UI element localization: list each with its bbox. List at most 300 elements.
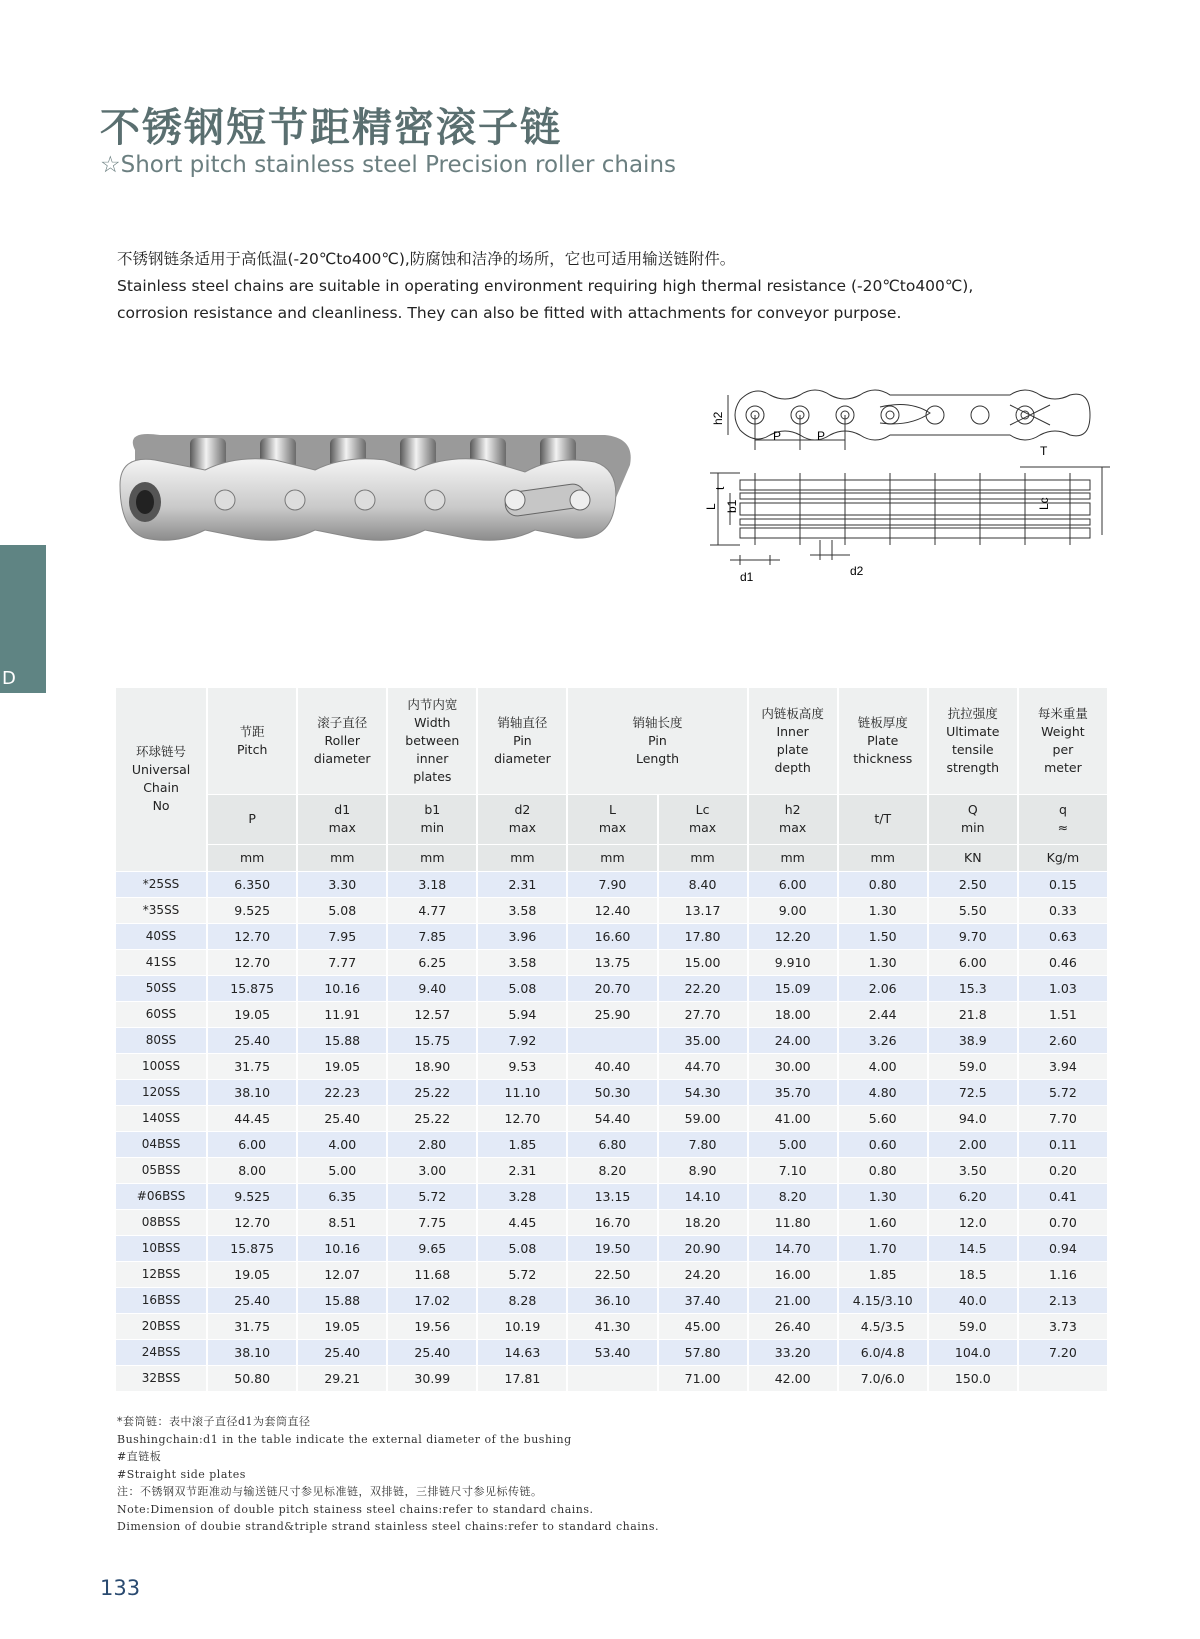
unit-b1: mm [387, 844, 477, 871]
table-cell: 7.80 [658, 1131, 748, 1157]
table-row [116, 1157, 1108, 1183]
table-cell: 19.05 [297, 1313, 387, 1339]
unit-Lc: mm [658, 844, 748, 871]
chain-no-cell: 40SS [116, 923, 207, 949]
table-cell: 6.350 [207, 871, 297, 897]
table-cell: 15.88 [297, 1027, 387, 1053]
table-cell: 3.58 [477, 897, 567, 923]
table-cell: 0.94 [1018, 1235, 1108, 1261]
table-cell: 5.08 [297, 897, 387, 923]
table-cell: 7.90 [567, 871, 657, 897]
table-cell: 25.40 [387, 1339, 477, 1365]
chain-no-cell: *35SS [116, 897, 207, 923]
unit-L: mm [567, 844, 657, 871]
table-row [116, 1287, 1108, 1313]
table-cell: 3.73 [1018, 1313, 1108, 1339]
table-row [116, 1001, 1108, 1027]
table-cell: 1.30 [838, 897, 928, 923]
table-cell: 9.40 [387, 975, 477, 1001]
table-cell: 17.02 [387, 1287, 477, 1313]
section-tab-label: D [2, 668, 16, 689]
table-cell: 25.90 [567, 1001, 657, 1027]
intro-cn: 不锈钢链条适用于高低温(-20℃to400℃),防腐蚀和洁净的场所，它也可适用输送链附件。 [117, 250, 736, 268]
diagram-label-L: L [704, 503, 718, 510]
diagram-label-h2: h2 [711, 411, 725, 425]
intro-en-line2: corrosion resistance and cleanliness. They can also be fitted with attachments for conveyor purpose. [117, 304, 902, 322]
table-cell: 15.00 [658, 949, 748, 975]
table-cell: 10.19 [477, 1313, 567, 1339]
table-row [116, 1027, 1108, 1053]
spec-table-body [116, 871, 1108, 1391]
chain-no-cell: 41SS [116, 949, 207, 975]
table-cell: 25.40 [297, 1339, 387, 1365]
table-cell: 59.00 [658, 1105, 748, 1131]
chain-no-cell: 05BSS [116, 1157, 207, 1183]
table-cell: 38.10 [207, 1339, 297, 1365]
table-cell: 5.94 [477, 1001, 567, 1027]
table-cell: 19.05 [207, 1261, 297, 1287]
chain-no-cell: *25SS [116, 871, 207, 897]
table-row [116, 1209, 1108, 1235]
table-cell: 1.60 [838, 1209, 928, 1235]
table-cell: 0.46 [1018, 949, 1108, 975]
table-row [116, 1183, 1108, 1209]
chain-no-cell: 20BSS [116, 1313, 207, 1339]
table-cell: 12.07 [297, 1261, 387, 1287]
sym-Lc: Lc max [658, 794, 748, 844]
table-cell: 6.00 [748, 871, 838, 897]
diagram-label-d2: d2 [850, 564, 864, 578]
col-header-weight: 每米重量 Weight per meter [1018, 688, 1108, 794]
table-cell: 25.40 [207, 1287, 297, 1313]
table-cell: 16.00 [748, 1261, 838, 1287]
table-cell: 5.72 [477, 1261, 567, 1287]
page-number: 133 [100, 1576, 141, 1600]
table-cell: 15.88 [297, 1287, 387, 1313]
intro-text [117, 246, 973, 327]
col-header-plate-thickness: 链板厚度 Plate thickness [838, 688, 928, 794]
table-cell: 3.00 [387, 1157, 477, 1183]
table-cell: 5.08 [477, 1235, 567, 1261]
table-cell: 1.85 [838, 1261, 928, 1287]
table-cell [1018, 1365, 1108, 1391]
chain-dimension-diagram [704, 385, 1110, 595]
table-cell: 8.20 [567, 1157, 657, 1183]
table-cell: 2.13 [1018, 1287, 1108, 1313]
table-cell: 59.0 [928, 1313, 1018, 1339]
table-cell: 9.65 [387, 1235, 477, 1261]
table-cell: 4.80 [838, 1079, 928, 1105]
table-cell: 5.50 [928, 897, 1018, 923]
unit-d2: mm [477, 844, 567, 871]
table-cell: 9.70 [928, 923, 1018, 949]
chain-no-cell: 50SS [116, 975, 207, 1001]
table-cell: 4.15/3.10 [838, 1287, 928, 1313]
table-cell: 8.00 [207, 1157, 297, 1183]
table-cell: 0.63 [1018, 923, 1108, 949]
table-cell: 1.85 [477, 1131, 567, 1157]
table-cell: 0.80 [838, 1157, 928, 1183]
table-cell: 24.20 [658, 1261, 748, 1287]
table-row [116, 1079, 1108, 1105]
table-cell: 7.95 [297, 923, 387, 949]
sym-d1: d1 max [297, 794, 387, 844]
table-cell: 38.10 [207, 1079, 297, 1105]
col-header-plate-depth: 内链板高度 Inner plate depth [748, 688, 838, 794]
diagram-label-t-top: T [1040, 444, 1048, 458]
table-row [116, 1339, 1108, 1365]
table-cell: 104.0 [928, 1339, 1018, 1365]
table-cell: 15.09 [748, 975, 838, 1001]
table-cell: 1.70 [838, 1235, 928, 1261]
table-row [116, 1365, 1108, 1391]
table-cell: 3.96 [477, 923, 567, 949]
table-cell: 25.22 [387, 1105, 477, 1131]
table-cell: 14.5 [928, 1235, 1018, 1261]
table-cell: 3.30 [297, 871, 387, 897]
table-cell: 12.40 [567, 897, 657, 923]
sym-q: q ≈ [1018, 794, 1108, 844]
table-cell: 1.30 [838, 949, 928, 975]
sym-b1: b1 min [387, 794, 477, 844]
note-line: #Straight side plates [117, 1467, 246, 1481]
table-cell: 7.0/6.0 [838, 1365, 928, 1391]
table-cell: 1.03 [1018, 975, 1108, 1001]
table-cell: 71.00 [658, 1365, 748, 1391]
sym-Q: Q min [928, 794, 1018, 844]
table-cell: 9.53 [477, 1053, 567, 1079]
table-cell: 22.20 [658, 975, 748, 1001]
table-cell: 1.16 [1018, 1261, 1108, 1287]
table-cell: 30.99 [387, 1365, 477, 1391]
table-cell: 59.0 [928, 1053, 1018, 1079]
page-title-cn: 不锈钢短节距精密滚子链 [100, 105, 562, 151]
table-cell: 5.00 [748, 1131, 838, 1157]
col-header-tensile-strength: 抗拉强度 Ultimate tensile strength [928, 688, 1018, 794]
table-cell: 8.90 [658, 1157, 748, 1183]
table-cell: 11.91 [297, 1001, 387, 1027]
table-cell: 37.40 [658, 1287, 748, 1313]
col-header-roller-diameter: 滚子直径 Roller diameter [297, 688, 387, 794]
table-cell: 4.00 [838, 1053, 928, 1079]
table-cell: 4.00 [297, 1131, 387, 1157]
table-cell: 6.25 [387, 949, 477, 975]
page-title-en: ☆Short pitch stainless steel Precision roller chains [100, 152, 676, 178]
table-cell: 8.40 [658, 871, 748, 897]
table-row [116, 897, 1108, 923]
table-cell: 15.3 [928, 975, 1018, 1001]
table-cell: 2.31 [477, 871, 567, 897]
table-cell: 94.0 [928, 1105, 1018, 1131]
table-cell: 6.80 [567, 1131, 657, 1157]
table-cell: 19.50 [567, 1235, 657, 1261]
table-cell: 7.10 [748, 1157, 838, 1183]
table-cell: 27.70 [658, 1001, 748, 1027]
chain-no-cell: 60SS [116, 1001, 207, 1027]
table-row [116, 1235, 1108, 1261]
table-cell: 9.525 [207, 897, 297, 923]
diagram-label-p2: P [817, 429, 826, 443]
table-cell: 6.35 [297, 1183, 387, 1209]
table-row [116, 1261, 1108, 1287]
table-cell: 57.80 [658, 1339, 748, 1365]
table-cell: 40.40 [567, 1053, 657, 1079]
table-cell: 7.92 [477, 1027, 567, 1053]
table-cell: 19.05 [207, 1001, 297, 1027]
table-cell: 35.00 [658, 1027, 748, 1053]
unit-tT: mm [838, 844, 928, 871]
table-cell: 14.70 [748, 1235, 838, 1261]
table-cell: 5.60 [838, 1105, 928, 1131]
table-cell: 5.72 [1018, 1079, 1108, 1105]
sym-P: P [207, 794, 297, 844]
table-cell: 6.0/4.8 [838, 1339, 928, 1365]
table-cell: 15.875 [207, 975, 297, 1001]
table-cell: 25.40 [297, 1105, 387, 1131]
note-line: #直链板 [117, 1450, 162, 1463]
table-cell: 25.22 [387, 1079, 477, 1105]
note-line: *套筒链：表中滚子直径d1为套筒直径 [117, 1415, 311, 1428]
section-tab [0, 545, 46, 693]
table-cell: 2.06 [838, 975, 928, 1001]
chain-no-cell: 120SS [116, 1079, 207, 1105]
table-cell: 41.00 [748, 1105, 838, 1131]
table-cell: 21.00 [748, 1287, 838, 1313]
table-cell: 14.10 [658, 1183, 748, 1209]
table-cell: 14.63 [477, 1339, 567, 1365]
table-cell: 19.56 [387, 1313, 477, 1339]
col-header-inner-width: 内节内宽 Width between inner plates [387, 688, 477, 794]
table-cell: 21.8 [928, 1001, 1018, 1027]
table-cell: 10.16 [297, 975, 387, 1001]
col-header-pin-diameter: 销轴直径 Pin diameter [477, 688, 567, 794]
table-cell [567, 1365, 657, 1391]
table-cell: 0.60 [838, 1131, 928, 1157]
table-cell: 0.41 [1018, 1183, 1108, 1209]
table-cell: 15.875 [207, 1235, 297, 1261]
table-cell: 0.15 [1018, 871, 1108, 897]
table-cell: 3.50 [928, 1157, 1018, 1183]
table-cell: 2.50 [928, 871, 1018, 897]
table-cell: 24.00 [748, 1027, 838, 1053]
table-cell: 18.20 [658, 1209, 748, 1235]
table-cell: 11.68 [387, 1261, 477, 1287]
table-cell: 26.40 [748, 1313, 838, 1339]
chain-photo [115, 430, 645, 550]
table-cell: 72.5 [928, 1079, 1018, 1105]
table-cell: 11.80 [748, 1209, 838, 1235]
table-cell: 2.80 [387, 1131, 477, 1157]
table-cell: 12.70 [207, 1209, 297, 1235]
unit-q: Kg/m [1018, 844, 1108, 871]
table-cell: 19.05 [297, 1053, 387, 1079]
table-cell: 20.90 [658, 1235, 748, 1261]
table-cell: 9.525 [207, 1183, 297, 1209]
unit-Q: KN [928, 844, 1018, 871]
table-cell: 18.90 [387, 1053, 477, 1079]
chain-no-cell: 24BSS [116, 1339, 207, 1365]
table-cell: 0.70 [1018, 1209, 1108, 1235]
sym-d2: d2 max [477, 794, 567, 844]
table-cell: 12.57 [387, 1001, 477, 1027]
table-row [116, 1105, 1108, 1131]
table-cell: 12.70 [477, 1105, 567, 1131]
table-cell: 22.50 [567, 1261, 657, 1287]
chain-no-cell: 04BSS [116, 1131, 207, 1157]
sym-tT: t/T [838, 794, 928, 844]
table-cell: 1.51 [1018, 1001, 1108, 1027]
unit-d1: mm [297, 844, 387, 871]
table-cell: 3.94 [1018, 1053, 1108, 1079]
table-cell: 45.00 [658, 1313, 748, 1339]
table-cell: 54.30 [658, 1079, 748, 1105]
table-cell: 3.26 [838, 1027, 928, 1053]
table-row [116, 1131, 1108, 1157]
table-row [116, 923, 1108, 949]
table-cell: 6.00 [207, 1131, 297, 1157]
chain-no-cell: 80SS [116, 1027, 207, 1053]
table-cell: 8.51 [297, 1209, 387, 1235]
table-cell: 7.75 [387, 1209, 477, 1235]
table-cell: 6.20 [928, 1183, 1018, 1209]
table-cell: 3.28 [477, 1183, 567, 1209]
table-cell: 2.60 [1018, 1027, 1108, 1053]
note-line: Note:Dimension of double pitch stainess steel chains:refer to standard chains. [117, 1502, 594, 1516]
table-cell: 6.00 [928, 949, 1018, 975]
table-row [116, 949, 1108, 975]
table-cell: 7.20 [1018, 1339, 1108, 1365]
diagram-label-d1: d1 [740, 570, 754, 584]
table-cell: 44.45 [207, 1105, 297, 1131]
table-cell: 41.30 [567, 1313, 657, 1339]
table-cell: 12.70 [207, 949, 297, 975]
chain-no-cell: 10BSS [116, 1235, 207, 1261]
table-row [116, 975, 1108, 1001]
chain-no-cell: 12BSS [116, 1261, 207, 1287]
sym-L: L max [567, 794, 657, 844]
table-cell: 3.18 [387, 871, 477, 897]
table-cell: 25.40 [207, 1027, 297, 1053]
table-cell: 4.5/3.5 [838, 1313, 928, 1339]
table-cell: 31.75 [207, 1053, 297, 1079]
table-cell: 0.20 [1018, 1157, 1108, 1183]
table-cell: 12.20 [748, 923, 838, 949]
table-row [116, 1053, 1108, 1079]
table-cell: 18.5 [928, 1261, 1018, 1287]
table-cell: 3.58 [477, 949, 567, 975]
table-cell: 50.80 [207, 1365, 297, 1391]
chain-no-cell: 16BSS [116, 1287, 207, 1313]
sym-h2: h2 max [748, 794, 838, 844]
table-cell: 7.85 [387, 923, 477, 949]
chain-no-cell: 140SS [116, 1105, 207, 1131]
table-cell: 10.16 [297, 1235, 387, 1261]
table-cell: 30.00 [748, 1053, 838, 1079]
table-cell: 35.70 [748, 1079, 838, 1105]
table-cell: 40.0 [928, 1287, 1018, 1313]
col-header-chain-no: 环球链号 Universal Chain No [116, 688, 207, 871]
table-cell: 44.70 [658, 1053, 748, 1079]
table-cell: 4.77 [387, 897, 477, 923]
table-cell: 16.70 [567, 1209, 657, 1235]
table-cell: 150.0 [928, 1365, 1018, 1391]
table-cell: 33.20 [748, 1339, 838, 1365]
table-cell: 18.00 [748, 1001, 838, 1027]
table-cell: 42.00 [748, 1365, 838, 1391]
unit-h2: mm [748, 844, 838, 871]
diagram-label-p1: P [773, 429, 782, 443]
table-cell: 38.9 [928, 1027, 1018, 1053]
table-cell: 13.15 [567, 1183, 657, 1209]
table-cell: 9.910 [748, 949, 838, 975]
footnotes [117, 1413, 659, 1536]
unit-P: mm [207, 844, 297, 871]
table-cell: 50.30 [567, 1079, 657, 1105]
table-cell: 1.30 [838, 1183, 928, 1209]
table-cell: 31.75 [207, 1313, 297, 1339]
table-cell: 5.72 [387, 1183, 477, 1209]
table-cell: 5.08 [477, 975, 567, 1001]
table-cell: 2.31 [477, 1157, 567, 1183]
table-cell [567, 1027, 657, 1053]
chain-spec-table [116, 688, 1109, 1392]
chain-no-cell: #06BSS [116, 1183, 207, 1209]
table-cell: 8.20 [748, 1183, 838, 1209]
table-cell: 17.80 [658, 923, 748, 949]
table-cell: 36.10 [567, 1287, 657, 1313]
col-header-pitch: 节距 Pitch [207, 688, 297, 794]
table-cell: 54.40 [567, 1105, 657, 1131]
table-cell: 12.0 [928, 1209, 1018, 1235]
chain-no-cell: 100SS [116, 1053, 207, 1079]
table-cell: 2.00 [928, 1131, 1018, 1157]
table-cell: 16.60 [567, 923, 657, 949]
table-cell: 12.70 [207, 923, 297, 949]
col-header-pin-length: 销轴长度 Pin Length [567, 688, 747, 794]
table-row [116, 871, 1108, 897]
table-cell: 2.44 [838, 1001, 928, 1027]
table-cell: 15.75 [387, 1027, 477, 1053]
note-line: Dimension of doubie strand&triple strand stainless steel chains:refer to standard chains. [117, 1520, 659, 1533]
diagram-label-Lc: Lc [1037, 497, 1051, 510]
table-cell: 1.50 [838, 923, 928, 949]
table-row [116, 1313, 1108, 1339]
table-cell: 20.70 [567, 975, 657, 1001]
note-line: Bushingchain:d1 in the table indicate the external diameter of the bushing [117, 1432, 572, 1446]
intro-en-line1: Stainless steel chains are suitable in operating environment requiring high thermal resistance (-20℃to400℃), [117, 277, 974, 295]
table-cell: 7.70 [1018, 1105, 1108, 1131]
table-cell: 53.40 [567, 1339, 657, 1365]
table-cell: 8.28 [477, 1287, 567, 1313]
table-cell: 7.77 [297, 949, 387, 975]
table-cell: 13.17 [658, 897, 748, 923]
table-cell: 9.00 [748, 897, 838, 923]
table-cell: 17.81 [477, 1365, 567, 1391]
chain-no-cell: 08BSS [116, 1209, 207, 1235]
note-line: 注：不锈钢双节距准动与输送链尺寸参见标准链，双排链，三排链尺寸参见标传链。 [117, 1485, 543, 1498]
table-cell: 22.23 [297, 1079, 387, 1105]
diagram-label-t-small: t [713, 486, 727, 490]
table-cell: 11.10 [477, 1079, 567, 1105]
chain-no-cell: 32BSS [116, 1365, 207, 1391]
table-cell: 0.33 [1018, 897, 1108, 923]
table-cell: 0.11 [1018, 1131, 1108, 1157]
table-cell: 4.45 [477, 1209, 567, 1235]
table-cell: 0.80 [838, 871, 928, 897]
table-cell: 5.00 [297, 1157, 387, 1183]
diagram-label-b1: b1 [725, 499, 739, 513]
table-cell: 29.21 [297, 1365, 387, 1391]
